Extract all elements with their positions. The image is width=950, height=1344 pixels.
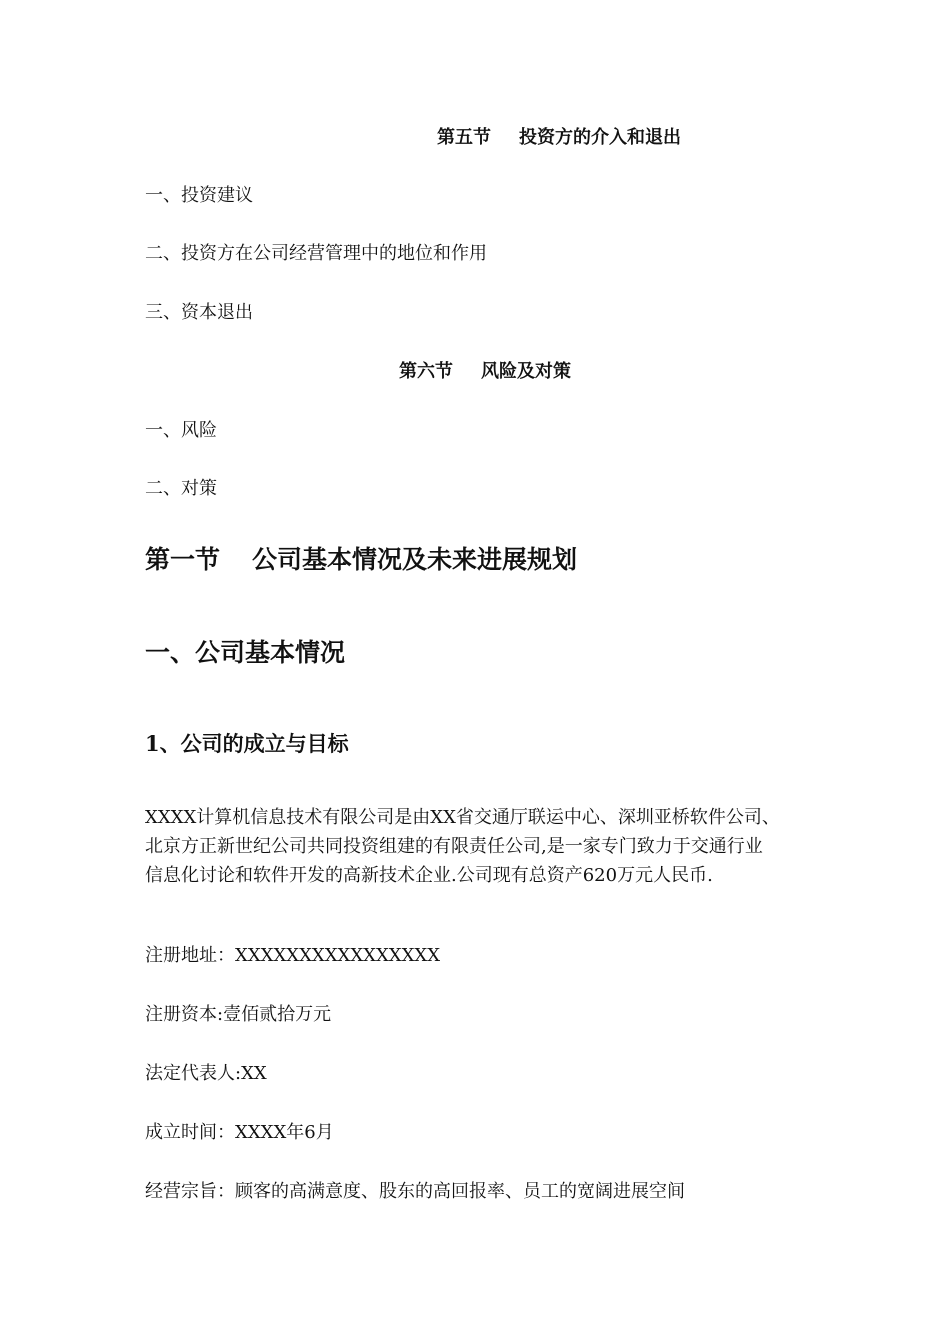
intro-line-2: 北京方正新世纪公司共同投资组建的有限责任公司,是一家专门致力于交通行业 <box>145 836 763 857</box>
section5-item-3: 三、资本退出 <box>145 302 253 323</box>
section6-number: 第六节 <box>399 361 453 382</box>
section6-heading <box>399 360 571 384</box>
intro-line-3: 信息化讨论和软件开发的高新技术企业.公司现有总资产620万元人民币. <box>145 865 713 886</box>
section6-title: 风险及对策 <box>481 361 571 382</box>
section5-item-2: 二、投资方在公司经营管理中的地位和作用 <box>145 243 487 264</box>
sub1-heading: 1、公司的成立与目标 <box>145 731 349 756</box>
section5-number: 第五节 <box>437 127 491 148</box>
section1-heading <box>145 544 577 576</box>
fact-legal-representative: 法定代表人:XX <box>145 1063 267 1084</box>
fact-registered-address: 注册地址：XXXXXXXXXXXXXXXX <box>145 945 441 966</box>
fact-registered-capital: 注册资本:壹佰贰拾万元 <box>145 1004 332 1025</box>
fact-founding-time: 成立时间：XXXX年6月 <box>145 1122 334 1143</box>
section5-item-1: 一、投资建议 <box>145 185 253 206</box>
section1-number: 第一节 <box>145 545 221 574</box>
intro-line-1: XXXX计算机信息技术有限公司是由XX省交通厅联运中心、深圳亚桥软件公司、 <box>145 807 780 828</box>
section6-item-2: 二、对策 <box>145 478 217 499</box>
intro-paragraph <box>145 803 825 890</box>
part1-heading: 一、公司基本情况 <box>145 638 346 667</box>
section5-title: 投资方的介入和退出 <box>519 127 681 148</box>
fact-business-purpose: 经营宗旨：顾客的高满意度、股东的高回报率、员工的宽阔进展空间 <box>145 1181 685 1202</box>
section5-heading <box>437 126 681 150</box>
section1-title: 公司基本情况及未来进展规划 <box>252 545 578 574</box>
section6-item-1: 一、风险 <box>145 420 217 441</box>
